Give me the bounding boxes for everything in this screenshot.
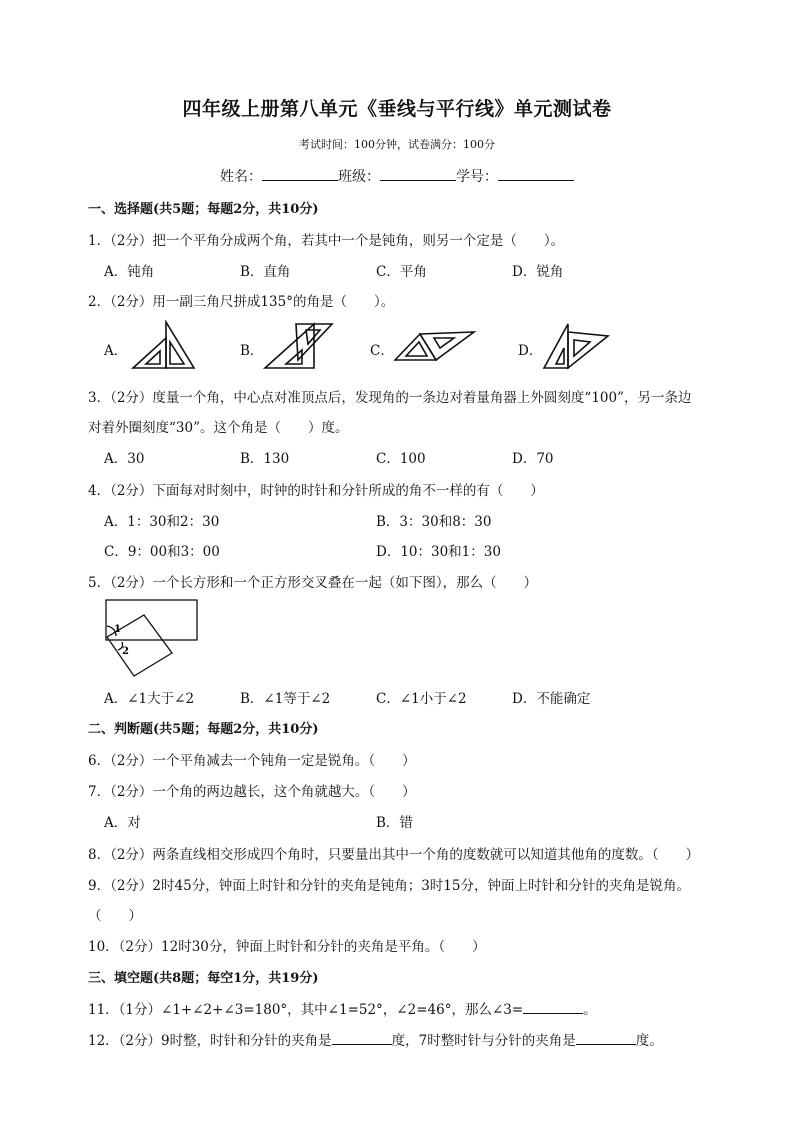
q2-option-a[interactable]: A． bbox=[104, 343, 128, 359]
question-7: 7．（2分）一个角的两边越长，这个角就越大。（ ） bbox=[88, 784, 416, 800]
q1-option-c[interactable]: C．平角 bbox=[376, 264, 427, 280]
question-3-line-1: 3．（2分）度量一个角，中心点对准顶点后，发现角的一条边对着量角器上外圆刻度“100”，另一条边 bbox=[88, 390, 692, 406]
q1-option-d[interactable]: D．锐角 bbox=[512, 264, 564, 280]
q7-option-b[interactable]: B．错 bbox=[376, 815, 413, 831]
number-label: 学号： bbox=[456, 169, 498, 185]
question-6: 6．（2分）一个平角减去一个钝角一定是锐角。（ ） bbox=[88, 753, 416, 769]
question-9-line-1: 9．（2分）2时45分，钟面上时针和分针的夹角是钝角；3时15分，钟面上时针和分针的夹角是锐角。 bbox=[88, 878, 690, 894]
question-3-line-2: 对着外圈刻度“30”。这个角是（ ）度。 bbox=[88, 420, 349, 436]
q2-figure-d bbox=[540, 320, 610, 372]
q2-option-c[interactable]: C． bbox=[370, 343, 394, 359]
question-1: 1．（2分）把一个平角分成两个角，若其中一个是钝角，则另一个定是（ ）。 bbox=[88, 233, 565, 249]
question-5: 5．（2分）一个长方形和一个正方形交叉叠在一起（如下图），那么（ ） bbox=[88, 575, 538, 591]
section-heading-choice: 一、选择题(共5题；每题2分，共10分) bbox=[88, 202, 319, 217]
question-9-line-2: （ ） bbox=[88, 908, 142, 924]
question-8: 8．（2分）两条直线相交形成四个角时，只要量出其中一个角的度数就可以知道其他角的度数。（ ） bbox=[88, 847, 700, 863]
q5-figure bbox=[104, 598, 200, 678]
q4-option-b[interactable]: B．3：30和8：30 bbox=[376, 514, 492, 530]
class-label: 班级： bbox=[338, 169, 380, 185]
q2-option-b[interactable]: B． bbox=[240, 343, 264, 359]
question-2: 2．（2分）用一副三角尺拼成135°的角是（ ）。 bbox=[88, 294, 395, 310]
exam-subtitle: 考试时间：100分钟，试卷满分：100分 bbox=[299, 138, 495, 151]
number-blank[interactable] bbox=[498, 166, 574, 181]
q3-option-b[interactable]: B．130 bbox=[240, 451, 290, 467]
q3-option-a[interactable]: A．30 bbox=[104, 451, 145, 467]
q2-figure-a bbox=[128, 320, 198, 372]
q5-angle-2-label: 2 bbox=[122, 646, 129, 657]
q2-option-d[interactable]: D． bbox=[518, 343, 543, 359]
q12-text-2: 度，7时整时针与分针的夹角是 bbox=[391, 1033, 576, 1049]
section-heading-fill: 三、填空题(共8题；每空1分，共19分) bbox=[88, 971, 319, 986]
q11-answer-blank[interactable] bbox=[523, 999, 583, 1014]
q11-end: 。 bbox=[583, 1002, 597, 1018]
q5-option-d[interactable]: D．不能确定 bbox=[512, 691, 591, 707]
section-heading-judge: 二、判断题(共5题；每题2分，共10分) bbox=[88, 722, 319, 737]
q3-option-d[interactable]: D．70 bbox=[512, 451, 554, 467]
question-11 bbox=[88, 998, 597, 1018]
q1-option-a[interactable]: A．钝角 bbox=[104, 264, 155, 280]
question-12 bbox=[88, 1029, 663, 1049]
page-title: 四年级上册第八单元《垂线与平行线》单元测试卷 bbox=[182, 98, 612, 120]
q3-option-c[interactable]: C．100 bbox=[376, 451, 426, 467]
q4-option-d[interactable]: D．10：30和1：30 bbox=[376, 544, 501, 560]
q5-angle-1-label: 1 bbox=[114, 624, 121, 635]
name-blank[interactable] bbox=[262, 166, 338, 181]
q12-answer-blank-2[interactable] bbox=[576, 1030, 636, 1045]
q2-figure-c bbox=[392, 320, 476, 368]
q1-option-b[interactable]: B．直角 bbox=[240, 264, 291, 280]
q12-text-1: 12．（2分）9时整，时针和分针的夹角是 bbox=[88, 1033, 332, 1049]
class-blank[interactable] bbox=[380, 166, 456, 181]
q5-option-a[interactable]: A．∠1大于∠2 bbox=[104, 691, 195, 707]
q7-option-a[interactable]: A．对 bbox=[104, 815, 141, 831]
q4-option-c[interactable]: C．9：00和3：00 bbox=[104, 544, 220, 560]
question-4: 4．（2分）下面每对时刻中，时钟的时针和分针所成的角不一样的有（ ） bbox=[88, 483, 544, 499]
q12-end: 度。 bbox=[635, 1033, 663, 1049]
q11-text: 11．（1分）∠1+∠2+∠3=180°，其中∠1=52°，∠2=46°，那么∠3= bbox=[88, 1002, 524, 1018]
q5-option-b[interactable]: B．∠1等于∠2 bbox=[240, 691, 331, 707]
student-info bbox=[0, 166, 794, 186]
q4-option-a[interactable]: A．1：30和2：30 bbox=[104, 514, 220, 530]
question-10: 10．（2分）12时30分，钟面上时针和分针的夹角是平角。（ ） bbox=[88, 939, 486, 955]
q2-figure-b bbox=[262, 320, 334, 372]
q5-option-c[interactable]: C．∠1小于∠2 bbox=[376, 691, 467, 707]
q12-answer-blank-1[interactable] bbox=[332, 1030, 392, 1045]
name-label: 姓名： bbox=[220, 169, 262, 185]
